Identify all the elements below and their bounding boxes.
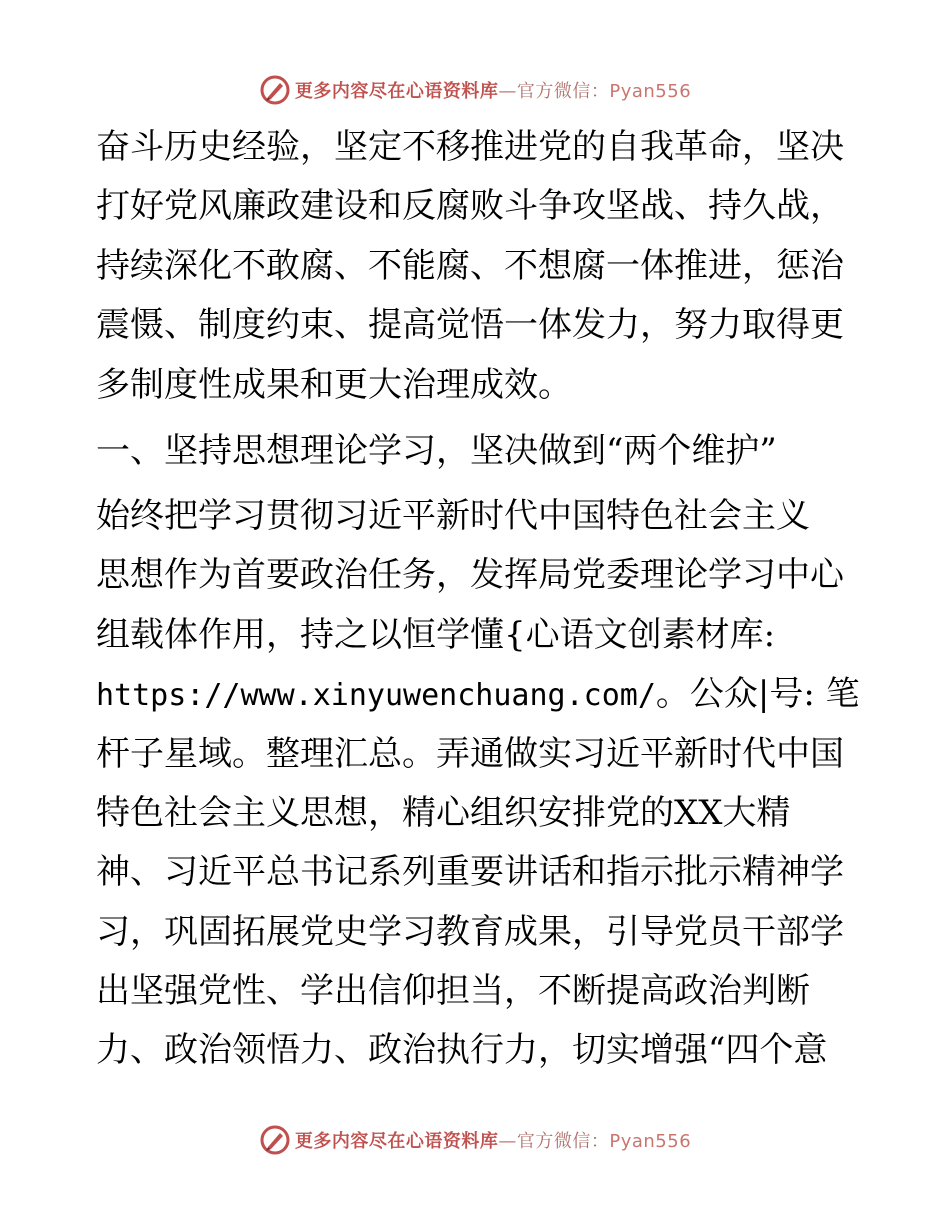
text-line: 组载体作用，持之以恒学懂{心语文创素材库: [96, 614, 776, 655]
text-line: 神、习近平总书记系列重要讲话和指示批示精神学 [96, 852, 844, 893]
url-line-rest: 。公众|号: 笔 [655, 674, 860, 715]
watermark-main: 更多内容尽在心语资料库 [294, 81, 499, 102]
text-line: 持续深化不敢腐、不能腐、不想腐一体推进，惩治 [96, 245, 844, 286]
text-line: 始终把学习贯彻习近平新时代中国特色社会主义 [96, 495, 810, 536]
text-line: 特色社会主义思想，精心组织安排党的XX大精 [96, 792, 791, 833]
url-line [96, 665, 860, 724]
text-line: 出坚强党性、学出信仰担当，不断提高政治判断 [96, 971, 810, 1012]
website-link[interactable]: https://www.xinyuwenchuang.com/ [96, 678, 656, 714]
text-line: 思想作为首要政治任务，发挥局党委理论学习中心 [96, 555, 844, 596]
watermark-main: 更多内容尽在心语资料库 [294, 1131, 499, 1152]
pen-logo-icon [259, 1124, 291, 1156]
section-heading: 一、坚持思想理论学习，坚决做到“两个维护” [96, 430, 777, 471]
pen-logo-icon [259, 74, 291, 106]
text-line: 杆子星域。整理汇总。弄通做实习近平新时代中国 [96, 733, 844, 774]
watermark-text [295, 77, 691, 103]
watermark-separator: — [498, 81, 517, 102]
text-line: 奋斗历史经验，坚定不移推进党的自我革命，坚决 [96, 127, 844, 167]
watermark-text [295, 1127, 691, 1153]
watermark-separator: — [498, 1131, 517, 1152]
text-line: 习，巩固拓展党史学习教育成果，引导党员干部学 [96, 911, 844, 952]
text-line: 震慑、制度约束、提高觉悟一体发力，努力取得更 [96, 305, 844, 346]
footer-watermark [0, 1120, 950, 1160]
watermark-sub: 官方微信： [516, 81, 610, 102]
header-watermark [0, 70, 950, 110]
watermark-sub: 官方微信： [516, 1131, 610, 1152]
watermark-id: Pyan556 [609, 81, 692, 102]
text-line: 打好党风廉政建设和反腐败斗争攻坚战、持久战， [96, 186, 844, 227]
text-line: 多制度性成果和更大治理成效。 [96, 364, 572, 405]
watermark-id: Pyan556 [609, 1131, 692, 1152]
document-body [96, 118, 860, 1081]
text-line: 力、政治领悟力、政治执行力，切实增强“四个意 [96, 1030, 828, 1071]
